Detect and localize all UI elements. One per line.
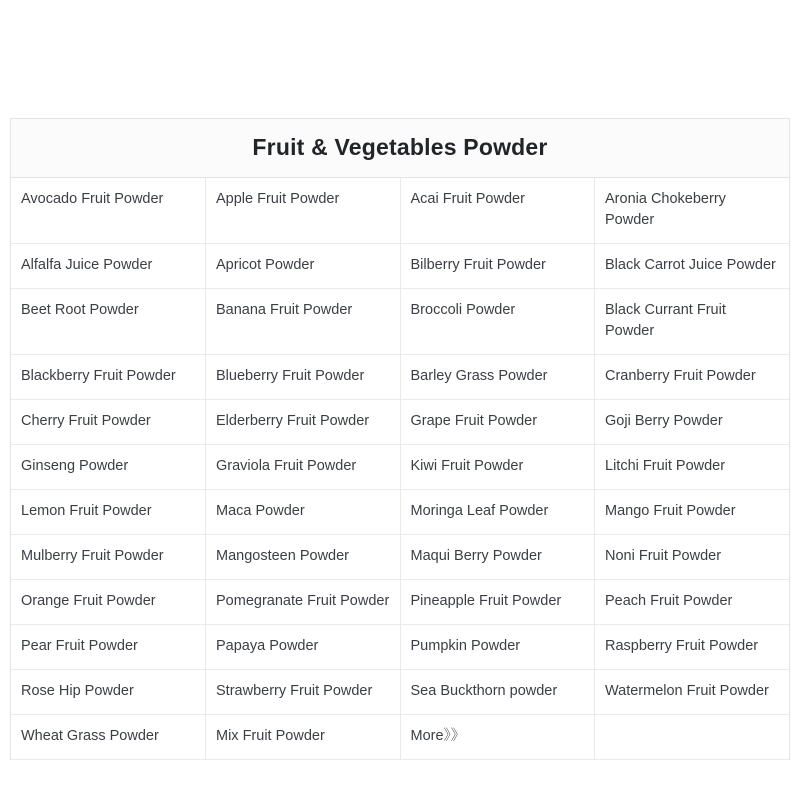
table-cell-product: Goji Berry Powder [595,400,790,445]
product-table [11,119,789,760]
table-cell-product: Mango Fruit Powder [595,490,790,535]
table-row [11,400,789,445]
table-cell-product: Bilberry Fruit Powder [400,244,595,289]
table-cell-product: Blackberry Fruit Powder [11,355,206,400]
table-cell-product: Beet Root Powder [11,289,206,355]
table-row [11,535,789,580]
table-cell-product: Black Carrot Juice Powder [595,244,790,289]
table-cell-product: Maca Powder [206,490,401,535]
table-cell-product: Maqui Berry Powder [400,535,595,580]
table-cell-product: Aronia Chokeberry Powder [595,178,790,244]
table-cell-product: Mix Fruit Powder [206,715,401,760]
table-cell-product: Papaya Powder [206,625,401,670]
table-cell-product: Blueberry Fruit Powder [206,355,401,400]
table-cell-product: Pumpkin Powder [400,625,595,670]
table-row [11,445,789,490]
table-cell-product: Apple Fruit Powder [206,178,401,244]
table-row [11,490,789,535]
table-cell-product: Avocado Fruit Powder [11,178,206,244]
table-cell-product: Wheat Grass Powder [11,715,206,760]
table-row [11,289,789,355]
table-row [11,244,789,289]
table-cell-product: Alfalfa Juice Powder [11,244,206,289]
table-cell-product: Ginseng Powder [11,445,206,490]
table-row [11,625,789,670]
table-cell-product: Acai Fruit Powder [400,178,595,244]
table-cell-product: Apricot Powder [206,244,401,289]
table-row [11,580,789,625]
table-cell-product: Cranberry Fruit Powder [595,355,790,400]
table-cell-product: Moringa Leaf Powder [400,490,595,535]
product-table-container [10,118,790,760]
table-cell-product: Noni Fruit Powder [595,535,790,580]
more-link[interactable]: More》》 [400,715,595,760]
product-table-body [11,178,789,760]
table-cell-product: Raspberry Fruit Powder [595,625,790,670]
table-cell-product: Peach Fruit Powder [595,580,790,625]
table-cell-product: Barley Grass Powder [400,355,595,400]
page-title: Fruit & Vegetables Powder [11,119,789,178]
table-cell-product: Kiwi Fruit Powder [400,445,595,490]
table-cell-product: Cherry Fruit Powder [11,400,206,445]
table-cell-product: Mangosteen Powder [206,535,401,580]
table-cell-product: Banana Fruit Powder [206,289,401,355]
table-cell-product: Mulberry Fruit Powder [11,535,206,580]
table-cell-product: Lemon Fruit Powder [11,490,206,535]
table-row [11,178,789,244]
table-cell-empty [595,715,790,760]
table-row [11,670,789,715]
table-row [11,355,789,400]
table-cell-product: Sea Buckthorn powder [400,670,595,715]
table-cell-product: Litchi Fruit Powder [595,445,790,490]
table-row [11,715,789,760]
table-cell-product: Rose Hip Powder [11,670,206,715]
table-cell-product: Orange Fruit Powder [11,580,206,625]
table-cell-product: Graviola Fruit Powder [206,445,401,490]
table-cell-product: Broccoli Powder [400,289,595,355]
table-cell-product: Watermelon Fruit Powder [595,670,790,715]
table-cell-product: Pomegranate Fruit Powder [206,580,401,625]
table-cell-product: Black Currant Fruit Powder [595,289,790,355]
table-cell-product: Elderberry Fruit Powder [206,400,401,445]
table-cell-product: Strawberry Fruit Powder [206,670,401,715]
table-cell-product: Grape Fruit Powder [400,400,595,445]
table-cell-product: Pear Fruit Powder [11,625,206,670]
table-cell-product: Pineapple Fruit Powder [400,580,595,625]
